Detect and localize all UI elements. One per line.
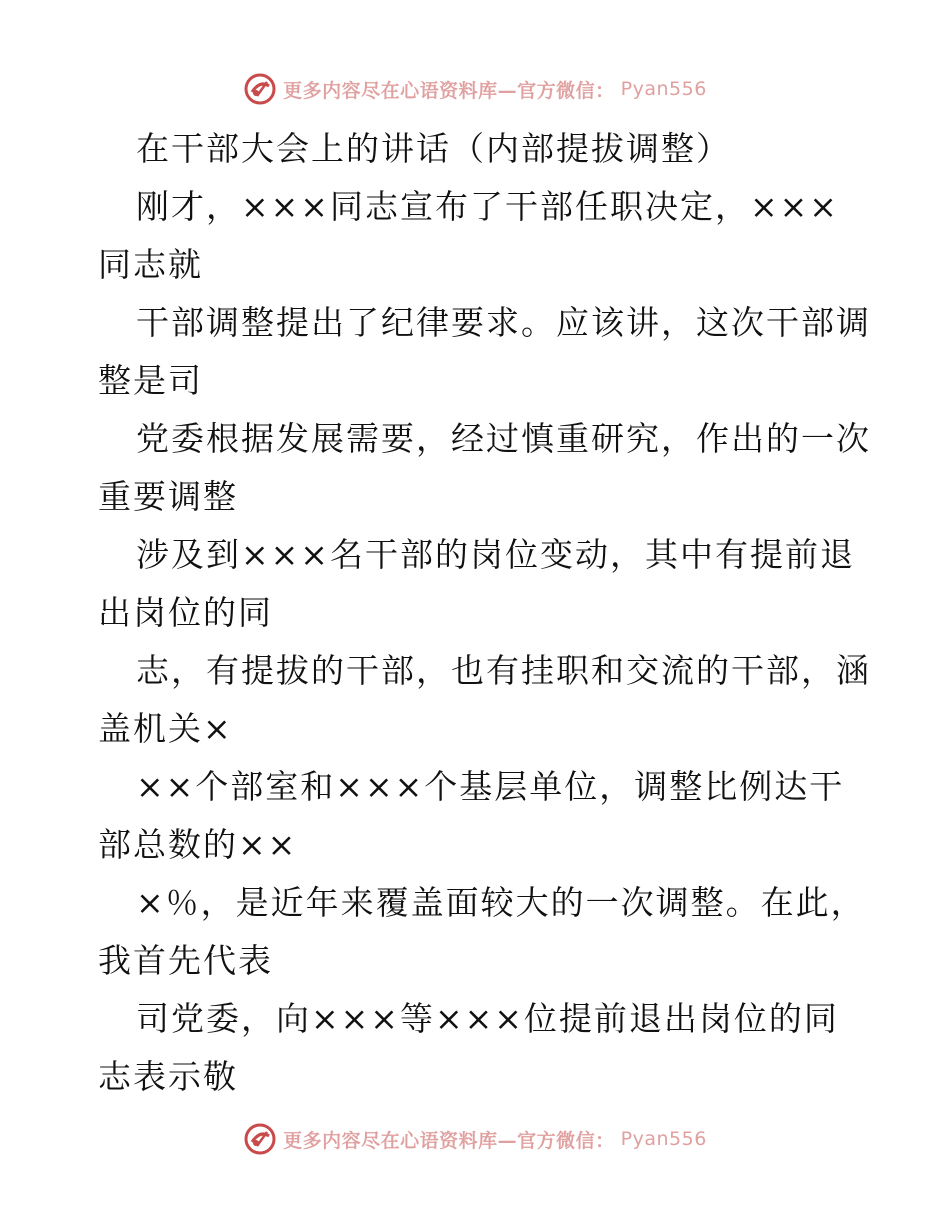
document-line: 党委根据发展需要，经过慎重研究，作出的一次 [136,419,871,458]
document-line: ××个部室和×××个基层单位，调整比例达干 [136,767,845,806]
document-line: 刚才，×××同志宣布了干部任职决定，××× [136,187,839,226]
watermark-header [0,72,950,106]
watermark-logo-icon [243,72,277,106]
document-line: 盖机关× [98,709,233,748]
document-body [98,120,871,1106]
document-line: 干部调整提出了纪律要求。应该讲，这次干部调 [136,303,871,342]
watermark-text: 更多内容尽在心语资料库—官方微信： [283,1129,615,1152]
document-line: 整是司 [98,361,203,400]
watermark-footer [0,1122,950,1156]
watermark-wechat-id: Pyan556 [620,78,707,100]
document-line: 出岗位的同 [98,593,273,632]
document-line: 部总数的×× [98,825,298,864]
watermark-wechat-id: Pyan556 [620,1128,707,1150]
document-line: 志表示敬 [98,1057,238,1096]
watermark-text: 更多内容尽在心语资料库—官方微信： [283,79,615,102]
document-line: 涉及到×××名干部的岗位变动，其中有提前退 [136,535,855,574]
document-line: 同志就 [98,245,203,284]
watermark-logo-icon [243,1122,277,1156]
document-line: 我首先代表 [98,941,273,980]
document-line: ×％，是近年来覆盖面较大的一次调整。在此， [136,883,866,922]
document-line: 重要调整 [98,477,238,516]
document-title: 在干部大会上的讲话（内部提拔调整） [136,129,731,168]
document-line: 志，有提拔的干部，也有挂职和交流的干部，涵 [136,651,871,690]
document-lines [98,178,871,1106]
document-line: 司党委，向×××等×××位提前退出岗位的同 [136,999,839,1038]
